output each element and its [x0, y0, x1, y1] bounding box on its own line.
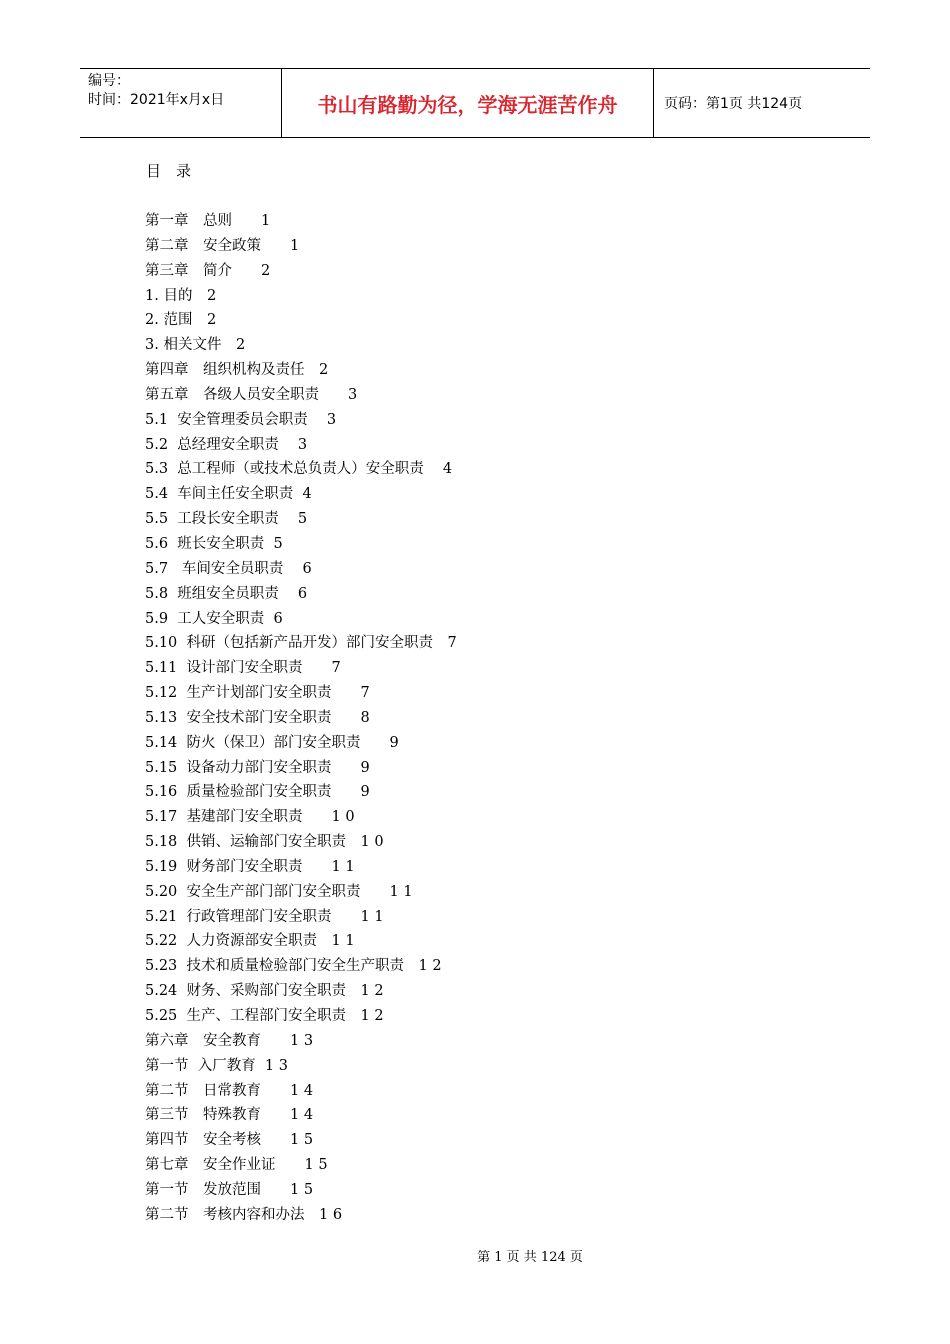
toc-entry: 5.20 安全生产部门部门安全职责 1 1 [145, 883, 413, 900]
toc-entry: 5.11 设计部门安全职责 7 [145, 660, 341, 677]
table-of-contents [145, 209, 457, 1228]
toc-entry: 5.7 车间安全员职责 6 [145, 560, 312, 577]
toc-entry: 5.22 人力资源部安全职责 1 1 [145, 933, 355, 950]
toc-entry: 第七章 安全作业证 1 5 [145, 1157, 328, 1174]
toc-entry: 第四章 组织机构及责任 2 [145, 362, 329, 379]
toc-entry: 5.4 车间主任安全职责 4 [145, 486, 312, 503]
toc-entry: 第二节 日常教育 1 4 [145, 1082, 314, 1099]
toc-entry: 5.2 总经理安全职责 3 [145, 436, 308, 453]
toc-entry: 5.25 生产、工程部门安全职责 1 2 [145, 1008, 384, 1024]
toc-entry: 5.24 财务、采购部门安全职责 1 2 [145, 983, 384, 1000]
toc-entry: 第二章 安全政策 1 [145, 237, 300, 254]
toc-entry: 5.15 设备动力部门安全职责 9 [145, 759, 370, 776]
toc-entry: 2. 范围 2 [145, 312, 217, 329]
toc-entry: 5.23 技术和质量检验部门安全生产职责 1 2 [145, 958, 442, 975]
document-time-label: 时间：2021年x月x日 [88, 92, 225, 108]
toc-entry: 5.12 生产计划部门安全职责 7 [145, 685, 370, 702]
toc-entry: 5.19 财务部门安全职责 1 1 [145, 858, 355, 875]
header-meta [80, 69, 282, 137]
toc-entry: 5.17 基建部门安全职责 1 0 [145, 809, 355, 826]
toc-entry: 5.9 工人安全职责 6 [145, 610, 283, 627]
toc-entry: 第一章 总则 1 [145, 213, 271, 229]
toc-entry: 5.14 防火（保卫）部门安全职责 9 [145, 734, 399, 751]
page-footer: 第 1 页 共 124 页 [477, 1250, 583, 1265]
toc-entry: 5.10 科研（包括新产品开发）部门安全职责 7 [145, 635, 457, 652]
toc-entry: 第一节 入厂教育 1 3 [145, 1057, 288, 1074]
toc-title: 目 录 [146, 162, 192, 180]
toc-entry: 5.3 总工程师（或技术总负责人）安全职责 4 [145, 461, 453, 478]
toc-entry: 5.18 供销、运输部门安全职责 1 0 [145, 834, 384, 851]
toc-entry: 5.5 工段长安全职责 5 [145, 511, 308, 528]
header-slogan: 书山有路勤为径，学海无涯苦作舟 [282, 69, 654, 137]
toc-entry: 3. 相关文件 2 [145, 337, 246, 354]
header-page-info: 页码：第1页 共124页 [664, 96, 803, 112]
toc-entry: 5.1 安全管理委员会职责 3 [145, 411, 337, 428]
toc-entry: 5.21 行政管理部门安全职责 1 1 [145, 908, 384, 925]
toc-entry: 5.16 质量检验部门安全职责 9 [145, 784, 370, 801]
toc-entry: 1. 目的 2 [145, 287, 217, 304]
toc-entry: 5.6 班长安全职责 5 [145, 535, 283, 552]
toc-entry: 第四节 安全考核 1 5 [145, 1132, 314, 1149]
toc-entry: 第二节 考核内容和办法 1 6 [145, 1206, 343, 1223]
toc-entry: 5.8 班组安全员职责 6 [145, 585, 308, 602]
toc-entry: 第三章 简介 2 [145, 262, 271, 279]
toc-entry: 第六章 安全教育 1 3 [145, 1032, 314, 1049]
toc-entry: 5.13 安全技术部门安全职责 8 [145, 709, 370, 726]
toc-entry: 第三节 特殊教育 1 4 [145, 1107, 314, 1124]
toc-entry: 第五章 各级人员安全职责 3 [145, 386, 358, 403]
document-header [80, 68, 870, 138]
document-number-label: 编号： [88, 73, 130, 89]
toc-entry: 第一节 发放范围 1 5 [145, 1181, 314, 1198]
